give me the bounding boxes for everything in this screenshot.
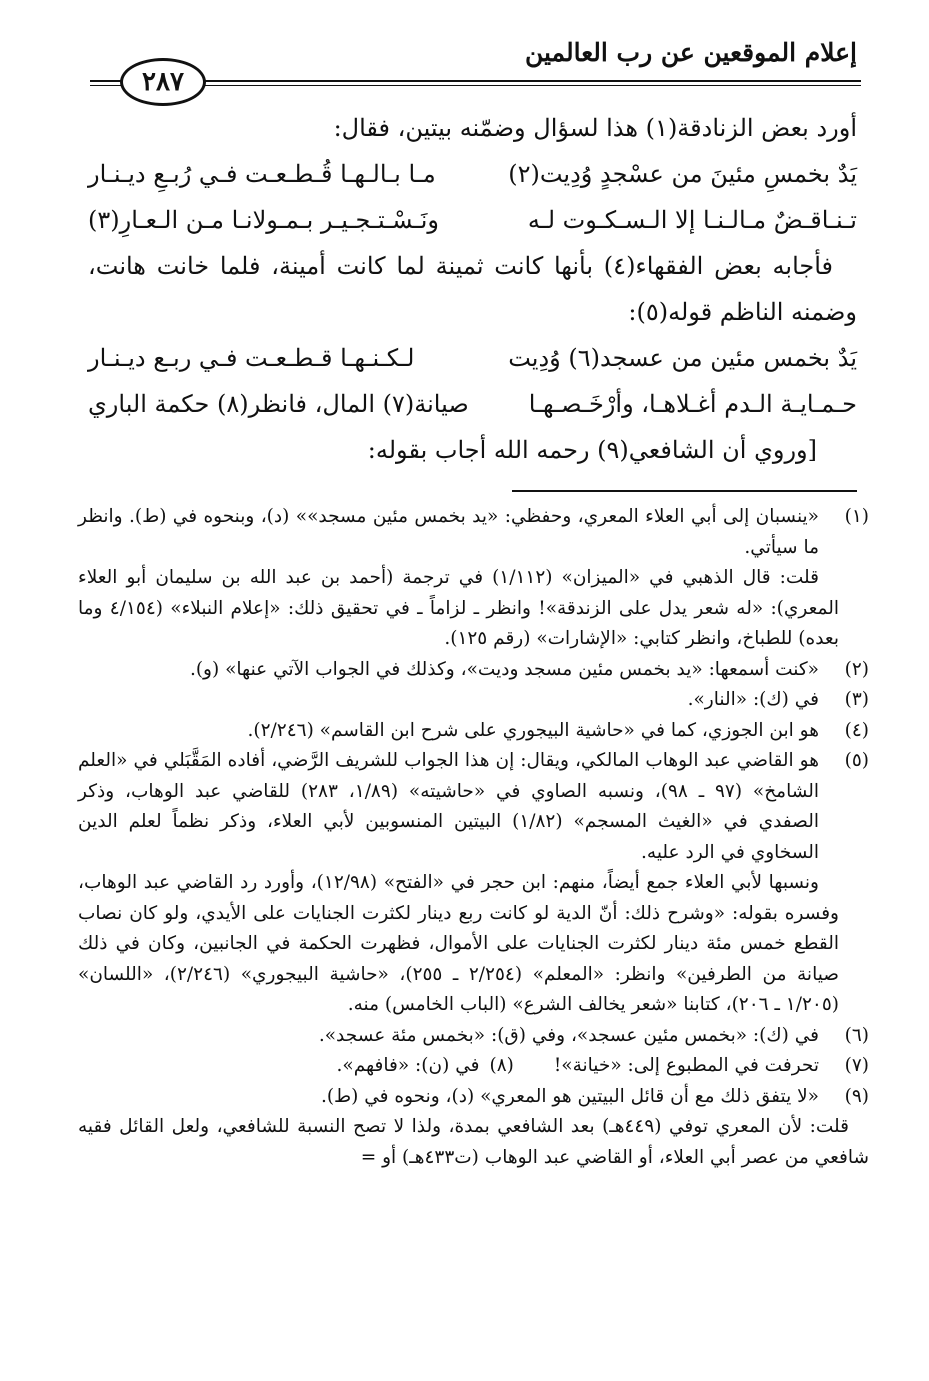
- footnote-9: [78, 1082, 869, 1113]
- footnote-text: «كنت أسمعها: «يد بخمس مئين مسجد وديت»، وكذلك في الجواب الآتي عنها» (و).: [189, 658, 819, 680]
- paragraph-shafii: [وروي أن الشافعي(٩) رحمه الله أجاب بقوله:: [367, 436, 817, 464]
- footnote-8-text: في (ن): «فافهم».: [336, 1055, 480, 1076]
- footnote-5-continuation: ونسبها لأبي العلاء جمع أيضاً، منهم: ابن حجر في «الفتح» (١٢/٩٨)، وأورد رد القاضي عبد الوهاب، وفسره بقوله: «وشرح ذلك: أنّ الدية لو كانت ربع دينار لكثرت الجنايات على الأيدي، ولو كان نصاب القطع خمس مئة دينار لكثرت الجنايات على الأموال، فظهرت الحكمة في الجانبين، وكان في ذلك صيانة من الطرفين» وانظر: «المعلم» (٢/٢٥٤ ـ ٢٥٥)، «حاشية البيجوري» (٢/٢٤٦)، «اللسان» (١/٢٠٥ ـ ٢٠٦)، كتابنا «شعر يخالف الشرع» (الباب الخامس) منه.: [78, 872, 840, 1015]
- footnote-1: [78, 502, 869, 563]
- footnote-3: [78, 685, 869, 716]
- footnote-text: في (ك): «النار».: [687, 689, 819, 710]
- footnote-number: (٤): [844, 719, 869, 741]
- verse-2-first-hemistich: تـنـاقـضٌ مـالـنـا إلا الـسـكـوت لـه: [527, 206, 857, 234]
- footnote-text: هو ابن الجوزي، كما في «حاشية البيجوري على شرح ابن القاسم» (٢/٢٤٦).: [247, 719, 819, 741]
- verse-line-1: [88, 151, 857, 197]
- verse-line-3: [88, 335, 857, 381]
- verse-2-second-hemistich: ونَـسْـتـجـيـر بـمـولانـا مـن الـعـارِ(٣): [88, 206, 439, 234]
- footnote-text: «ينسبان إلى أبي العلاء المعري، وحفظي: «يد بخمس مئين مسجد»» (د)، وبنحوه في (ط). وانظر ما سيأتي.: [78, 506, 819, 558]
- running-title: إعلام الموقعين عن رب العالمين: [524, 38, 857, 67]
- footnote-number: (٦): [844, 1024, 869, 1046]
- footnote-number: (٢): [844, 658, 869, 680]
- footnotes-7-8: [78, 1051, 869, 1082]
- verse-3-second-hemistich: لـكـنـهـا قـطـعـت فـي ربـع ديـنـار: [88, 344, 415, 372]
- footnote-7-text: تحرفت في المطبوع إلى: «خيانة»!: [553, 1055, 819, 1076]
- footnote-number: (٨): [489, 1055, 514, 1076]
- footnote-number: (١): [844, 506, 869, 527]
- footnote-6: [78, 1021, 869, 1052]
- footnote-number: (٧): [844, 1055, 869, 1076]
- footnotes: [78, 502, 869, 1173]
- verse-4-first-hemistich: حـمـايـة الـدم أغـلاهـا، وأرْخَـصـهـا: [528, 390, 857, 418]
- footnote-text: هو القاضي عبد الوهاب المالكي، ويقال: إن هذا الجواب للشريف الرَّضي، أفاده المَقَّبَلي في «العلم الشامخ» (٩٧ ـ ٩٨)، ونسبه الصاوي في «حاشيته» (١/٨٩، ٢٨٣) للقاضي عبد الوهاب، وذكر الصفدي في «الغيث المسجم» (١/٨٢) البيتين المنسوبين لأبي العلاء، وذكر نظماً لعلم الدين السخاوي في الرد عليه.: [78, 750, 819, 863]
- footnote-5: [78, 746, 869, 868]
- footnote-separator: [512, 490, 857, 492]
- paragraph-answer: فأجابه بعض الفقهاء(٤) بأنها كانت ثمينة لما كانت أمينة، فلما خانت هانت، وضمنه الناظم قوله(٥):: [88, 252, 857, 326]
- verse-line-2: [88, 197, 857, 243]
- spacer: [479, 1051, 489, 1082]
- verse-1-first-hemistich: يَدٌ بخمسِ مئينَ من عسْجدٍ وُدِيت(٢): [508, 160, 857, 188]
- verse-3-first-hemistich: يَدٌ بخمس مئين من عسجد(٦) وُدِيت: [508, 344, 857, 372]
- verse-line-4: [88, 381, 857, 427]
- footnote-number: (٥): [844, 750, 869, 771]
- verse-1-second-hemistich: مـا بـالـهـا قُـطـعـت فـي رُبـعِ ديـنـار: [88, 160, 436, 188]
- spacer: [514, 1051, 554, 1082]
- footnote-text: في (ك): «بخمس مئين عسجد»، وفي (ق): «بخمس مئة عسجد».: [318, 1024, 819, 1046]
- paragraph-intro: أورد بعض الزنادقة(١) هذا لسؤال وضمّنه بيتين، فقال:: [333, 114, 857, 142]
- footnote-4: [78, 716, 869, 747]
- footnote-number: (٣): [844, 689, 869, 710]
- main-text: [88, 105, 857, 473]
- page-number: ٢٨٧: [120, 58, 206, 106]
- footnote-1-continuation: قلت: قال الذهبي في «الميزان» (١/١١٢) في ترجمة (أحمد بن عبد الله بن سليمان أبو العلاء المعري): «له شعر يدل على الزندقة»! وانظر ـ لزاماً ـ في تحقيق ذلك: «إعلام النبلاء» (٤/١٥٤ وما بعده) للطباخ، وانظر كتابي: «الإشارات» (رقم ١٢٥).: [78, 567, 839, 649]
- verse-4-second-hemistich: صيانة(٧) المال، فانظر(٨) حكمة الباري: [88, 390, 469, 418]
- footnote-text: «لا يتفق ذلك مع أن قائل البيتين هو المعري» (د)، ونحوه في (ط).: [320, 1085, 819, 1107]
- footnote-number: (٩): [844, 1085, 869, 1107]
- footnote-2: [78, 655, 869, 686]
- footnote-9-continuation: قلت: لأن المعري توفي (٤٤٩هـ) بعد الشافعي بمدة، ولذا لا تصح النسبة للشافعي، ولعل القائل فقيه شافعي من عصر أبي العلاء، أو القاضي عبد الوهاب (ت٤٣٣هـ) أو =: [78, 1116, 869, 1168]
